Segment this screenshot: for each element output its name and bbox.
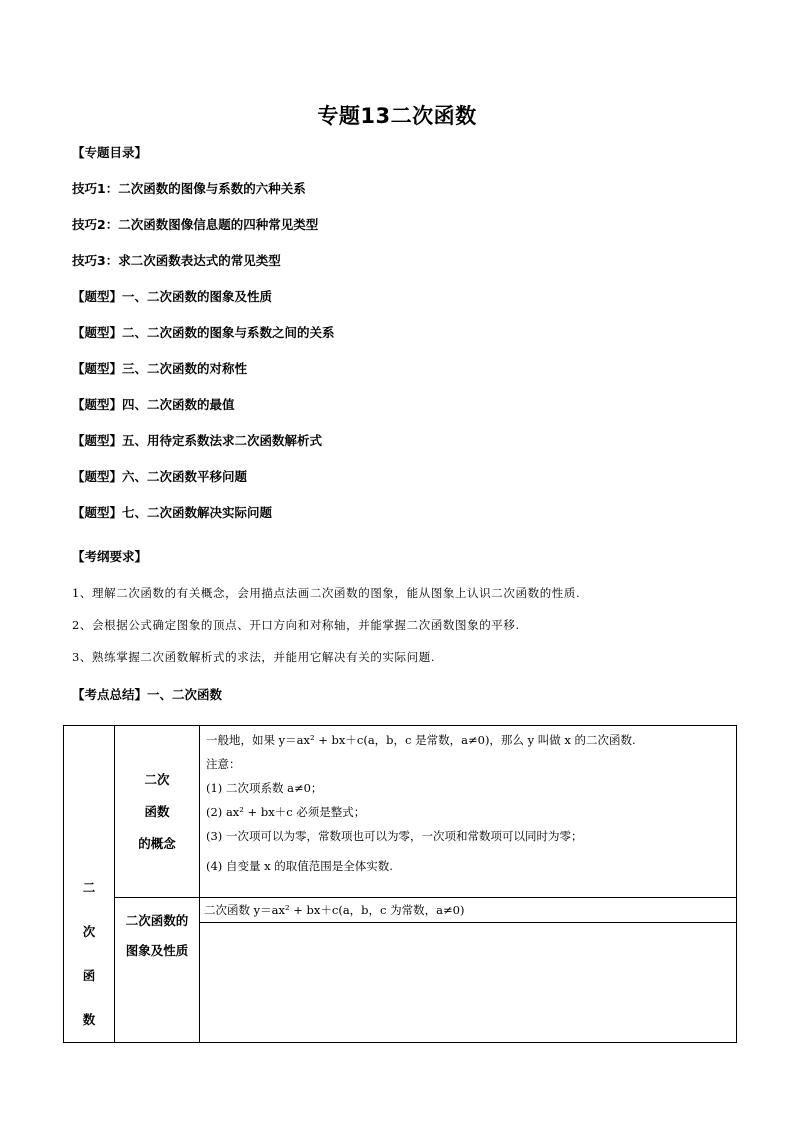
toc-item: 【题型】三、二次函数的对称性 bbox=[72, 361, 248, 376]
toc-item: 【题型】五、用待定系数法求二次函数解析式 bbox=[72, 433, 323, 448]
graph-category-cell bbox=[115, 898, 200, 1043]
toc-item: 【题型】四、二次函数的最值 bbox=[72, 397, 235, 412]
definition-text: 一般地，如果 y＝ax² + bx＋c(a，b，c 是常数，a≠0)，那么 y 叫做 x 的二次函数. bbox=[206, 733, 636, 747]
note-item: (2) ax² + bx＋c 必须是整式； bbox=[206, 805, 366, 819]
graph-formula-text: 二次函数 y＝ax² + bx＋c(a，b，c 为常数，a≠0) bbox=[200, 898, 736, 923]
page-title: 专题13二次函数 bbox=[317, 104, 477, 128]
toc-item: 技巧1：二次函数的图像与系数的六种关系 bbox=[72, 181, 306, 196]
category-text: 二次 bbox=[144, 771, 170, 787]
note-item: (1) 二次项系数 a≠0； bbox=[206, 781, 323, 795]
toc-item: 【题型】二、二次函数的图象与系数之间的关系 bbox=[72, 325, 335, 340]
vertical-label-cell bbox=[64, 726, 115, 1043]
vertical-char: 数 bbox=[82, 1012, 96, 1027]
concept-content-cell bbox=[200, 726, 737, 898]
toc-item: 技巧2：二次函数图像信息题的四种常见类型 bbox=[72, 217, 319, 232]
requirements-heading: 【考纲要求】 bbox=[72, 549, 148, 564]
requirement-item: 2、会根据公式确定图象的顶点、开口方向和对称轴，并能掌握二次函数图象的平移. bbox=[72, 618, 520, 632]
vertical-char: 函 bbox=[82, 968, 96, 983]
vertical-char: 次 bbox=[82, 924, 96, 939]
note-item: (4) 自变量 x 的取值范围是全体实数. bbox=[206, 859, 393, 873]
concept-category-cell bbox=[115, 726, 200, 898]
category-text: 图象及性质 bbox=[125, 943, 189, 959]
note-label: 注意： bbox=[206, 757, 241, 771]
note-item: (3) 一次项可以为零，常数项也可以为零，一次项和常数项可以同时为零； bbox=[206, 829, 583, 843]
summary-heading: 【考点总结】一、二次函数 bbox=[72, 687, 223, 702]
toc-item: 技巧3：求二次函数表达式的常见类型 bbox=[72, 253, 281, 268]
requirement-item: 3、熟练掌握二次函数解析式的求法，并能用它解决有关的实际问题. bbox=[72, 650, 436, 664]
toc-item: 【题型】一、二次函数的图象及性质 bbox=[72, 289, 273, 304]
category-text: 函数 bbox=[144, 803, 170, 819]
toc-item: 【题型】六、二次函数平移问题 bbox=[72, 469, 248, 484]
graph-content-cell bbox=[200, 898, 737, 1043]
vertical-char: 二 bbox=[82, 880, 96, 895]
category-text: 二次函数的 bbox=[125, 913, 189, 929]
toc-heading: 【专题目录】 bbox=[72, 145, 148, 160]
summary-table bbox=[63, 725, 737, 1043]
requirement-item: 1、理解二次函数的有关概念，会用描点法画二次函数的图象，能从图象上认识二次函数的性质. bbox=[72, 586, 581, 600]
category-text: 的概念 bbox=[138, 835, 176, 851]
toc-item: 【题型】七、二次函数解决实际问题 bbox=[72, 505, 273, 520]
